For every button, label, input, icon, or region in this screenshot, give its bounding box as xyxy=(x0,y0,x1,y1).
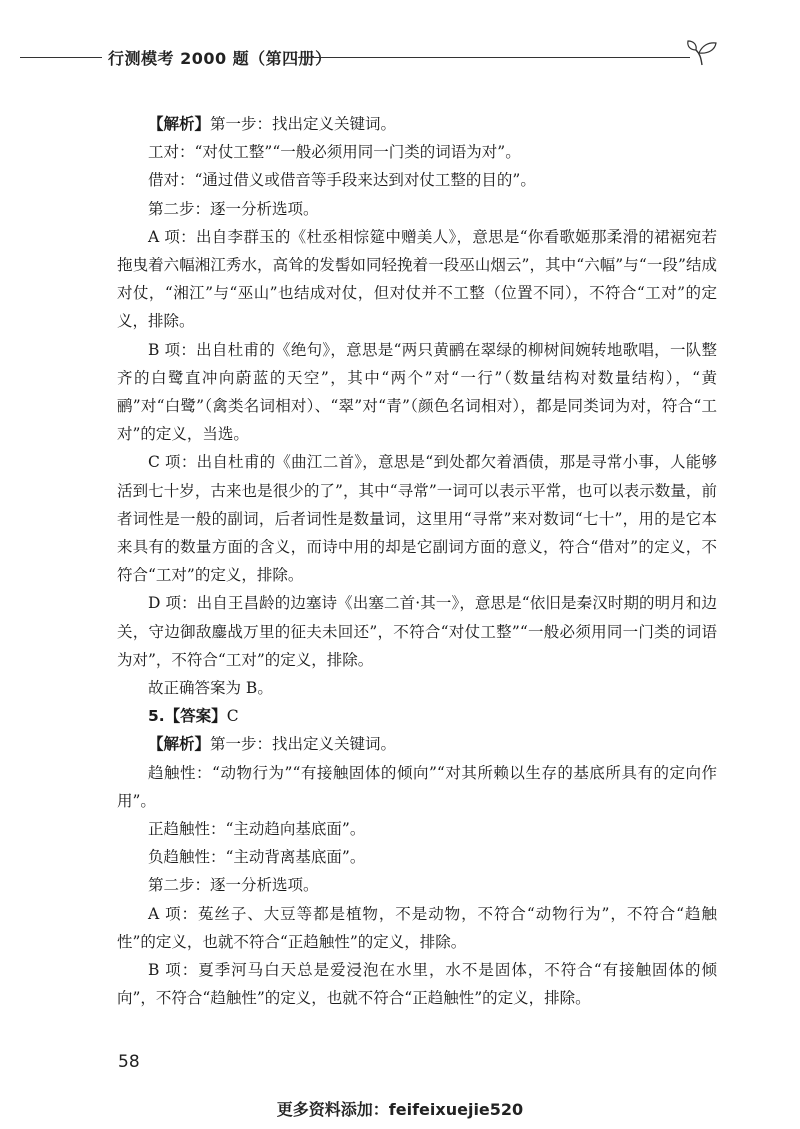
text-paragraph xyxy=(117,674,717,702)
page-number: 58 xyxy=(118,1052,140,1072)
running-header xyxy=(0,36,800,76)
text-paragraph xyxy=(117,448,717,589)
paragraph-text: 第一步：找出定义关键词。 xyxy=(210,115,397,133)
text-paragraph xyxy=(117,195,717,223)
text-paragraph xyxy=(117,871,717,899)
answer-explanation-body xyxy=(117,110,717,1013)
text-paragraph xyxy=(117,138,717,166)
sprout-icon xyxy=(684,36,720,66)
section-label: 【解析】 xyxy=(148,735,211,754)
text-paragraph xyxy=(117,223,717,336)
paragraph-text: 第二步：逐一分析选项。 xyxy=(148,876,319,895)
footer-contact-note: 更多资料添加：feifeixuejie520 xyxy=(276,1100,524,1119)
text-paragraph xyxy=(117,900,717,956)
paragraph-text: A 项：出自李群玉的《杜丞相悰筵中赠美人》，意思是“你看歌姬那柔滑的裙裾宛若拖曳着六幅湘江秀水，高耸的发髻如同轻挽着一段巫山烟云”，其中“六幅”与“一段”结成对仗，“湘江”与“巫山”也结成对仗，但对仗并不工整（位置不同），不符合“工对”的定义，排除。 xyxy=(117,227,717,331)
paragraph-text: 正趋触性：“主动趋向基底面”。 xyxy=(148,820,366,839)
text-paragraph xyxy=(117,702,717,730)
text-paragraph xyxy=(117,730,717,758)
book-title: 行测模考 2000 题（第四册） xyxy=(108,49,332,68)
header-rule-right xyxy=(298,57,690,58)
paragraph-text: 工对：“对仗工整”“一般必须用同一门类的词语为对”。 xyxy=(148,143,521,162)
paragraph-text: D 项：出自王昌龄的边塞诗《出塞二首·其一》，意思是“依旧是秦汉时期的明月和边关，守边御敌鏖战万里的征夫未回还”，不符合“对仗工整”“一般必须用同一门类的词语为对”，不符合“工对”的定义，排除。 xyxy=(117,594,717,669)
section-label: 5.【答案】 xyxy=(148,707,227,726)
text-paragraph xyxy=(117,166,717,194)
text-paragraph xyxy=(117,110,717,138)
paragraph-text: 故正确答案为 B。 xyxy=(148,679,273,698)
paragraph-text: 第二步：逐一分析选项。 xyxy=(148,199,319,218)
text-paragraph xyxy=(117,843,717,871)
paragraph-text: C 项：出自杜甫的《曲江二首》，意思是“到处都欠着酒债，那是寻常小事，人能够活到七十岁，古来也是很少的了”，其中“寻常”一词可以表示平常，也可以表示数量，前者词性是一般的副词，后者词性是数量词，这里用“寻常”来对数词“七十”，用的是它本来具有的数量方面的含义，而诗中用的却是它副词方面的意义，符合“借对”的定义，不符合“工对”的定义，排除。 xyxy=(117,453,717,585)
section-label: 【解析】 xyxy=(148,115,211,133)
paragraph-text: B 项：夏季河马白天总是爱浸泡在水里，水不是固体，不符合“有接触固体的倾向”，不符合“趋触性”的定义，也就不符合“正趋触性”的定义，排除。 xyxy=(117,961,717,1008)
paragraph-text: B 项：出自杜甫的《绝句》，意思是“两只黄鹂在翠绿的柳树间婉转地歌唱，一队整齐的白鹭直冲向蔚蓝的天空”，其中“两个”对“一行”（数量结构对数量结构），“黄鹂”对“白鹭”（禽类名词相对）、“翠”对“青”（颜色名词相对），都是同类词为对，符合“工对”的定义，当选。 xyxy=(117,340,717,444)
paragraph-text: A 项：菟丝子、大豆等都是植物，不是动物，不符合“动物行为”，不符合“趋触性”的定义，也就不符合“正趋触性”的定义，排除。 xyxy=(117,904,717,951)
paragraph-text: 借对：“通过借义或借音等手段来达到对仗工整的目的”。 xyxy=(148,171,536,190)
text-paragraph xyxy=(117,956,717,1012)
paragraph-text: 负趋触性：“主动背离基底面”。 xyxy=(148,848,366,867)
paragraph-text: 趋触性：“动物行为”“有接触固体的倾向”“对其所赖以生存的基底所具有的定向作用”。 xyxy=(117,763,717,810)
header-rule-left xyxy=(20,57,102,58)
text-paragraph xyxy=(117,815,717,843)
text-paragraph xyxy=(117,589,717,674)
text-paragraph xyxy=(117,336,717,449)
paragraph-text: 第一步：找出定义关键词。 xyxy=(210,735,397,754)
paragraph-text: C xyxy=(226,707,239,726)
text-paragraph xyxy=(117,759,717,815)
